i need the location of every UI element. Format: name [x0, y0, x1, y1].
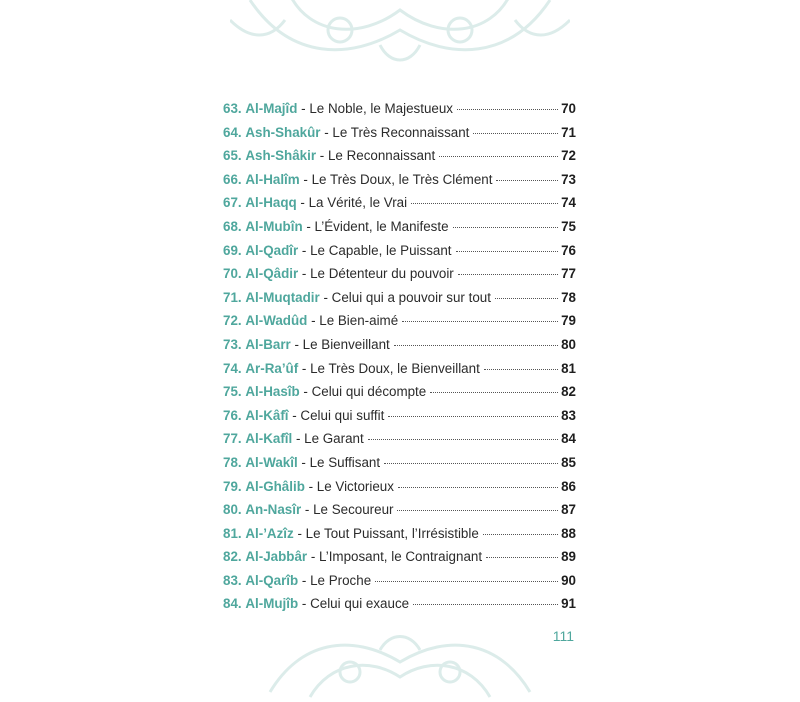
- entry-description: Le Bienveillant: [302, 336, 390, 352]
- entry-description: Le Très Doux, le Très Clément: [311, 171, 493, 187]
- entry-name: Al-Majîd: [245, 101, 298, 116]
- dot-leader: [413, 604, 558, 605]
- entry-name: Al-Mubîn: [245, 218, 303, 234]
- entry-description: Le Tout Puissant, l’Irrésistible: [305, 525, 479, 541]
- toc-entry[interactable]: 68. Al-Mubîn - L’Évident, le Manifeste 75: [223, 215, 576, 239]
- entry-name: Al-Halîm: [245, 171, 300, 187]
- entry-name: Al-’Azîz: [245, 525, 294, 541]
- toc-entry[interactable]: 75. Al-Hasîb - Celui qui décompte 82: [223, 380, 576, 404]
- entry-page-number: 75: [561, 218, 576, 234]
- entry-description: Le Capable, le Puissant: [310, 242, 452, 258]
- toc-entry[interactable]: 78. Al-Wakîl - Le Suffisant 85: [223, 451, 576, 475]
- entry-number: 78.: [223, 454, 242, 470]
- entry-number: 70.: [223, 266, 242, 282]
- page-number: 111: [552, 628, 574, 644]
- bottom-ornament-icon: [230, 622, 570, 702]
- dot-leader: [483, 534, 558, 535]
- dot-leader: [457, 109, 558, 110]
- dot-leader: [473, 133, 558, 134]
- toc-entry[interactable]: 70. Al-Qâdir - Le Détenteur du pouvoir 77: [223, 262, 576, 286]
- entry-number: 76.: [223, 407, 242, 423]
- entry-page-number: 70: [561, 101, 576, 116]
- dot-leader: [456, 251, 559, 252]
- dot-leader: [496, 180, 558, 181]
- entry-number: 84.: [223, 596, 242, 612]
- entry-name: Al-Wadûd: [245, 313, 308, 329]
- entry-page-number: 84: [561, 431, 576, 447]
- entry-page-number: 89: [561, 549, 576, 565]
- dot-leader: [486, 557, 558, 558]
- dot-leader: [388, 416, 558, 417]
- toc-entry[interactable]: 63. Al-Majîd - Le Noble, le Majestueux 70: [223, 97, 576, 121]
- entry-name: Ash-Shâkir: [245, 148, 317, 164]
- dot-leader: [411, 203, 558, 204]
- toc-entry[interactable]: 74. Ar-Ra’ûf - Le Très Doux, le Bienveillant 81: [223, 357, 576, 381]
- entry-description: Celui qui décompte: [311, 384, 427, 400]
- entry-description: La Vérité, le Vrai: [308, 195, 408, 211]
- toc-entry[interactable]: 66. Al-Halîm - Le Très Doux, le Très Clément 73: [223, 168, 576, 192]
- entry-page-number: 76: [561, 242, 576, 258]
- entry-description: Le Détenteur du pouvoir: [310, 266, 454, 282]
- entry-number: 77.: [223, 431, 242, 447]
- toc-entry[interactable]: 83. Al-Qarîb - Le Proche 90: [223, 569, 576, 593]
- entry-page-number: 82: [561, 384, 576, 400]
- toc-entry[interactable]: 73. Al-Barr - Le Bienveillant 80: [223, 333, 576, 357]
- entry-page-number: 78: [561, 289, 576, 305]
- entry-number: 72.: [223, 313, 242, 329]
- dot-leader: [384, 463, 558, 464]
- dot-leader: [368, 439, 558, 440]
- entry-number: 74.: [223, 360, 242, 376]
- entry-number: 66.: [223, 171, 242, 187]
- entry-name: Al-Qâdir: [245, 266, 299, 282]
- entry-description: Le Noble, le Majestueux: [309, 101, 454, 116]
- dot-leader: [430, 392, 558, 393]
- entry-number: 80.: [223, 502, 242, 518]
- dot-leader: [453, 227, 559, 228]
- toc-entry[interactable]: 80. An-Nasîr - Le Secoureur 87: [223, 498, 576, 522]
- entry-page-number: 81: [561, 360, 576, 376]
- toc-entry[interactable]: 79. Al-Ghâlib - Le Victorieux 86: [223, 475, 576, 499]
- toc-entry[interactable]: 65. Ash-Shâkir - Le Reconnaissant 72: [223, 144, 576, 168]
- entry-name: Ash-Shakûr: [245, 124, 321, 140]
- entry-description: Le Suffisant: [309, 454, 381, 470]
- toc-entry[interactable]: 76. Al-Kâfî - Celui qui suffit 83: [223, 404, 576, 428]
- entry-number: 73.: [223, 336, 242, 352]
- entry-description: Le Secoureur: [313, 502, 394, 518]
- toc-entry[interactable]: 72. Al-Wadûd - Le Bien-aimé 79: [223, 309, 576, 333]
- entry-number: 64.: [223, 124, 242, 140]
- entry-number: 79.: [223, 478, 242, 494]
- toc-entry[interactable]: 81. Al-’Azîz - Le Tout Puissant, l’Irrésistible 88: [223, 522, 576, 546]
- entry-number: 71.: [223, 289, 242, 305]
- entry-page-number: 83: [561, 407, 576, 423]
- entry-name: Al-Mujîb: [245, 596, 299, 612]
- entry-page-number: 72: [561, 148, 576, 164]
- entry-number: 81.: [223, 525, 242, 541]
- toc-entry[interactable]: 69. Al-Qadîr - Le Capable, le Puissant 76: [223, 239, 576, 263]
- entry-name: Al-Kafîl: [245, 431, 293, 447]
- dot-leader: [402, 321, 558, 322]
- toc-entry[interactable]: 71. Al-Muqtadir - Celui qui a pouvoir sur tout 78: [223, 286, 576, 310]
- entry-number: 68.: [223, 218, 242, 234]
- dot-leader: [397, 510, 558, 511]
- top-ornament-icon: [230, 0, 570, 70]
- entry-number: 82.: [223, 549, 242, 565]
- entry-page-number: 79: [561, 313, 576, 329]
- entry-name: Al-Qadîr: [245, 242, 299, 258]
- entry-page-number: 73: [561, 171, 576, 187]
- entry-description: L’Évident, le Manifeste: [314, 218, 449, 234]
- entry-name: Al-Qarîb: [245, 572, 299, 588]
- entry-page-number: 88: [561, 525, 576, 541]
- dot-leader: [394, 345, 558, 346]
- entry-description: Le Proche: [310, 572, 372, 588]
- entry-number: 67.: [223, 195, 242, 211]
- entry-page-number: 87: [561, 502, 576, 518]
- dot-leader: [495, 298, 558, 299]
- entry-description: Le Victorieux: [316, 478, 394, 494]
- toc-entry[interactable]: 82. Al-Jabbâr - L’Imposant, le Contraignant 89: [223, 545, 576, 569]
- entry-description: Celui qui a pouvoir sur tout: [331, 289, 491, 305]
- entry-description: Le Très Doux, le Bienveillant: [310, 360, 480, 376]
- entry-name: Al-Muqtadir: [245, 289, 320, 305]
- entry-page-number: 71: [561, 124, 576, 140]
- toc-entry[interactable]: 67. Al-Haqq - La Vérité, le Vrai 74: [223, 191, 576, 215]
- entry-name: An-Nasîr: [245, 502, 302, 518]
- entry-name: Al-Jabbâr: [245, 549, 308, 565]
- entry-name: Al-Ghâlib: [245, 478, 305, 494]
- entry-number: 65.: [223, 148, 242, 164]
- table-of-contents: [223, 97, 576, 616]
- entry-name: Ar-Ra’ûf: [245, 360, 299, 376]
- dot-leader: [398, 487, 558, 488]
- entry-name: Al-Kâfî: [245, 407, 289, 423]
- entry-page-number: 74: [561, 195, 576, 211]
- entry-description: Celui qui suffit: [300, 407, 385, 423]
- toc-entry[interactable]: 77. Al-Kafîl - Le Garant 84: [223, 427, 576, 451]
- entry-description: L’Imposant, le Contraignant: [319, 549, 483, 565]
- entry-number: 83.: [223, 572, 242, 588]
- entry-page-number: 85: [561, 454, 576, 470]
- entry-number: 69.: [223, 242, 242, 258]
- entry-name: Al-Barr: [245, 336, 291, 352]
- entry-description: Le Bien-aimé: [319, 313, 399, 329]
- entry-description: Le Garant: [304, 431, 364, 447]
- entry-description: Celui qui exauce: [310, 596, 410, 612]
- dot-leader: [458, 274, 558, 275]
- entry-description: Le Très Reconnaissant: [332, 124, 470, 140]
- dot-leader: [375, 581, 558, 582]
- toc-entry[interactable]: 84. Al-Mujîb - Celui qui exauce 91: [223, 592, 576, 616]
- entry-page-number: 91: [561, 596, 576, 612]
- dot-leader: [439, 156, 558, 157]
- entry-name: Al-Haqq: [245, 195, 297, 211]
- dot-leader: [484, 369, 558, 370]
- entry-description: Le Reconnaissant: [327, 148, 436, 164]
- entry-number: 63.: [223, 101, 242, 116]
- entry-page-number: 90: [561, 572, 576, 588]
- entry-name: Al-Hasîb: [245, 384, 300, 400]
- entry-page-number: 80: [561, 336, 576, 352]
- entry-name: Al-Wakîl: [245, 454, 298, 470]
- entry-page-number: 86: [561, 478, 576, 494]
- entry-page-number: 77: [561, 266, 576, 282]
- entry-number: 75.: [223, 384, 242, 400]
- toc-entry[interactable]: 64. Ash-Shakûr - Le Très Reconnaissant 71: [223, 121, 576, 145]
